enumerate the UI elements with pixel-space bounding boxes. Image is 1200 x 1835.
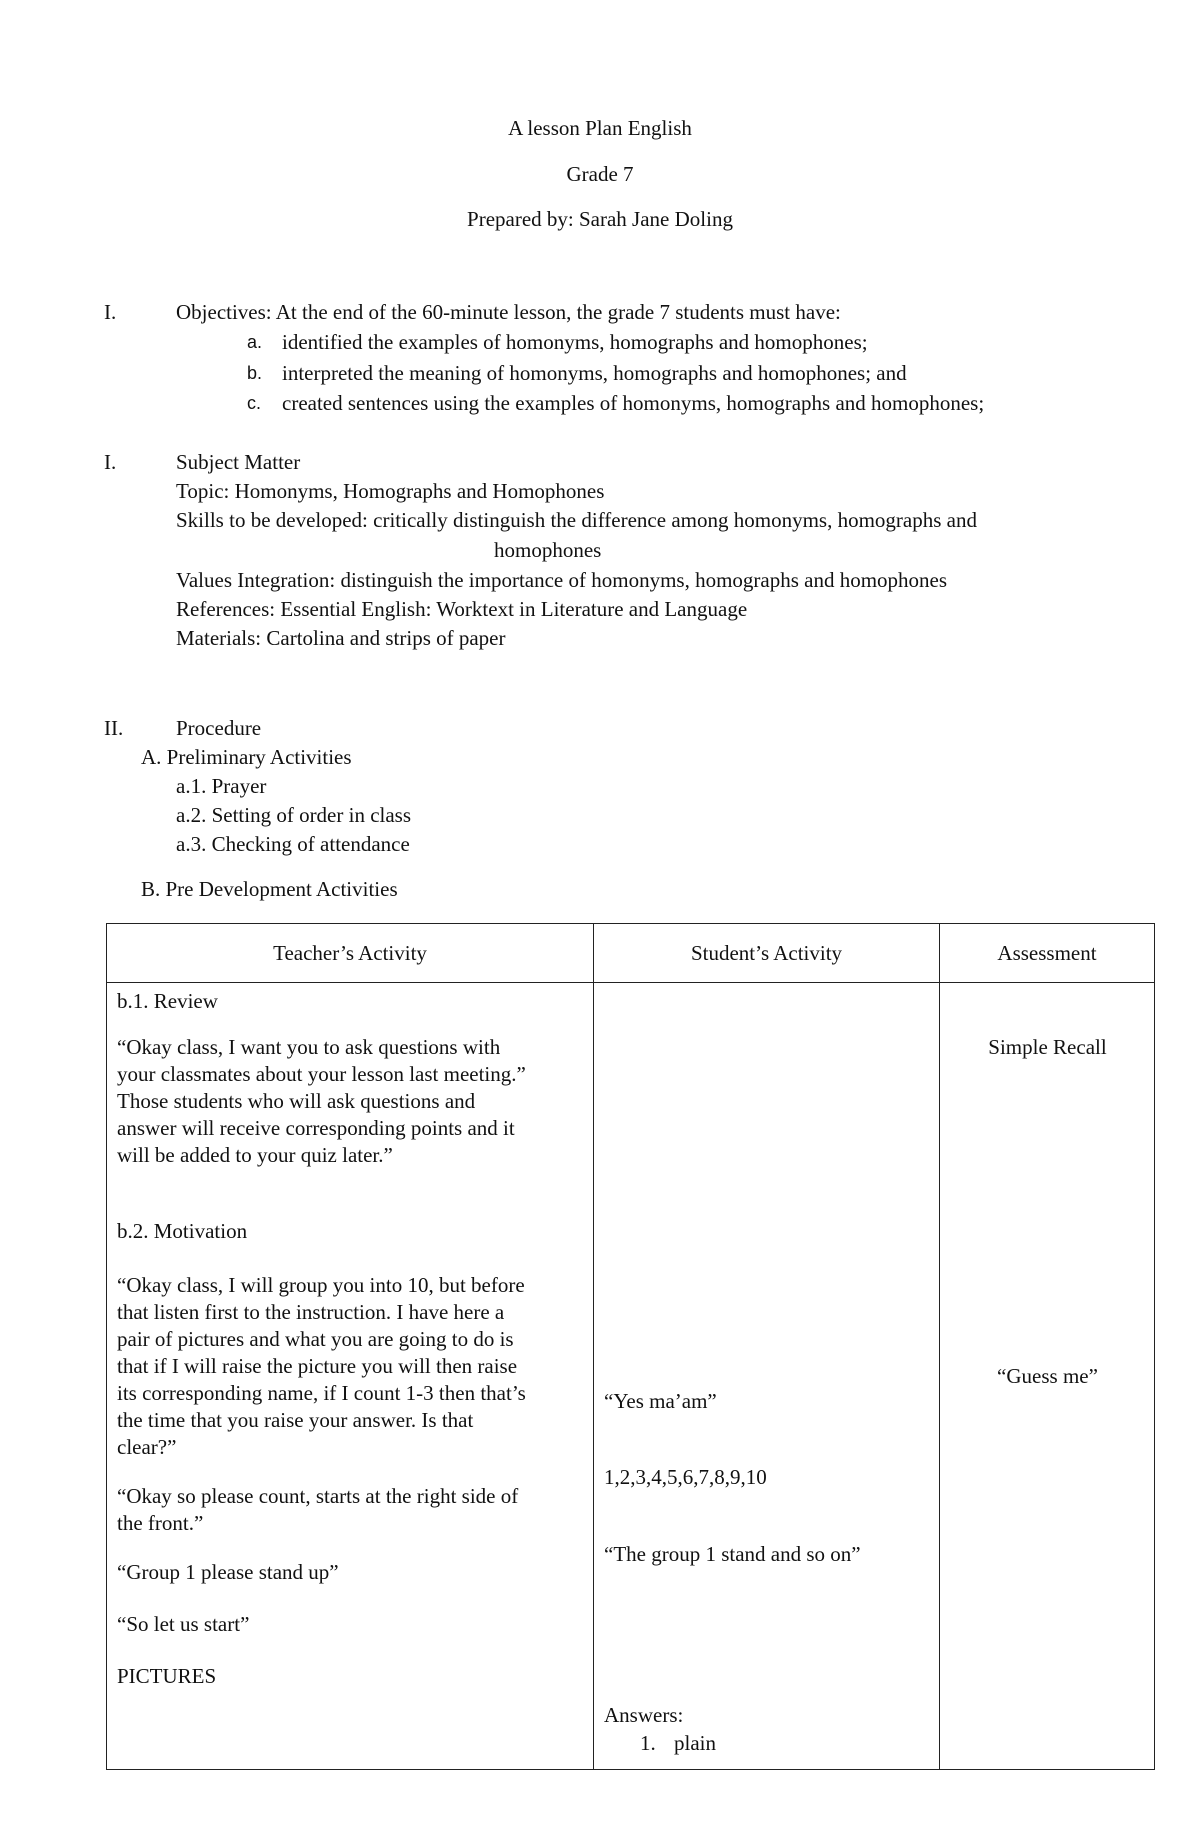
assessment-header: Assessment [940,924,1155,983]
objectives-intro: Objectives: At the end of the 60-minute lesson, the grade 7 students must have: [176,300,841,324]
preliminary-item: a.2. Setting of order in class [176,803,412,827]
objective-letter-a: a. [247,332,263,352]
review-line: will be added to your quiz later.” [117,1143,393,1167]
motivation-line: the time that you raise your answer. Is that [117,1408,474,1432]
subject-skills-continued: homophones [494,538,602,562]
student-group: “The group 1 stand and so on” [604,1542,861,1566]
answer-item: plain [674,1731,716,1755]
subject-references: References: Essential English: Worktext in Literature and Language [176,597,748,621]
pre-development-heading: B. Pre Development Activities [141,877,398,901]
grade-label: Grade 7 [566,162,634,186]
motivation-line: its corresponding name, if I count 1-3 then that’s [117,1381,526,1405]
subject-materials: Materials: Cartolina and strips of paper [176,626,506,650]
objectives-numeral: I. [104,300,117,324]
review-line: Those students who will ask questions and [117,1089,476,1113]
table-header-row [107,924,1155,983]
prepared-by: Prepared by: Sarah Jane Doling [467,207,733,231]
motivation-label: b.2. Motivation [117,1219,248,1243]
motivation-line: that if I will raise the picture you will then raise [117,1354,518,1378]
preliminary-item: a.3. Checking of attendance [176,832,410,856]
subject-numeral: I. [104,450,117,474]
assessment-recall: Simple Recall [988,1035,1107,1059]
start-line: “So let us start” [117,1612,250,1636]
procedure-heading: Procedure [176,716,262,740]
objective-item-c: created sentences using the examples of homonyms, homographs and homophones; [282,391,985,415]
table-row [107,983,1155,1770]
review-line: “Okay class, I want you to ask questions with [117,1035,501,1059]
activity-table [106,923,1155,1770]
review-line: your classmates about your lesson last meeting.” [117,1062,526,1086]
student-activity-cell [594,983,940,1770]
objective-item-a: identified the examples of homonyms, homographs and homophones; [282,330,868,354]
objective-item-b: interpreted the meaning of homonyms, homographs and homophones; and [282,361,907,385]
student-activity-header: Student’s Activity [594,924,940,983]
motivation-line: “Okay class, I will group you into 10, but before [117,1273,525,1297]
group-line: “Group 1 please stand up” [117,1560,339,1584]
pictures-label: PICTURES [117,1664,217,1688]
preliminary-heading: A. Preliminary Activities [141,745,352,769]
student-count: 1,2,3,4,5,6,7,8,9,10 [604,1465,767,1489]
motivation-line: clear?” [117,1435,177,1459]
assessment-guess: “Guess me” [997,1364,1098,1388]
preliminary-item: a.1. Prayer [176,774,267,798]
objective-letter-b: b. [247,363,263,383]
subject-topic: Topic: Homonyms, Homographs and Homophones [176,479,605,503]
review-line: answer will receive corresponding points and it [117,1116,515,1140]
teacher-activity-cell [107,983,594,1770]
motivation-line: pair of pictures and what you are going to do is [117,1327,514,1351]
subject-values: Values Integration: distinguish the importance of homonyms, homographs and homophones [176,568,948,592]
count-line: “Okay so please count, starts at the right side of [117,1484,519,1508]
subject-skills: Skills to be developed: critically distinguish the difference among homonyms, homographs and [176,508,977,532]
motivation-line: that listen first to the instruction. I have here a [117,1300,505,1324]
count-line: the front.” [117,1511,204,1535]
teacher-activity-header: Teacher’s Activity [107,924,594,983]
subject-heading: Subject Matter [176,450,301,474]
student-yes: “Yes ma’am” [604,1389,717,1413]
answers-label: Answers: [604,1703,684,1727]
objective-letter-c: c. [247,393,262,413]
procedure-numeral: II. [104,716,124,740]
review-label: b.1. Review [117,989,218,1013]
answer-number: 1. [640,1731,656,1755]
page-title: A lesson Plan English [508,116,692,140]
assessment-cell [940,983,1155,1770]
